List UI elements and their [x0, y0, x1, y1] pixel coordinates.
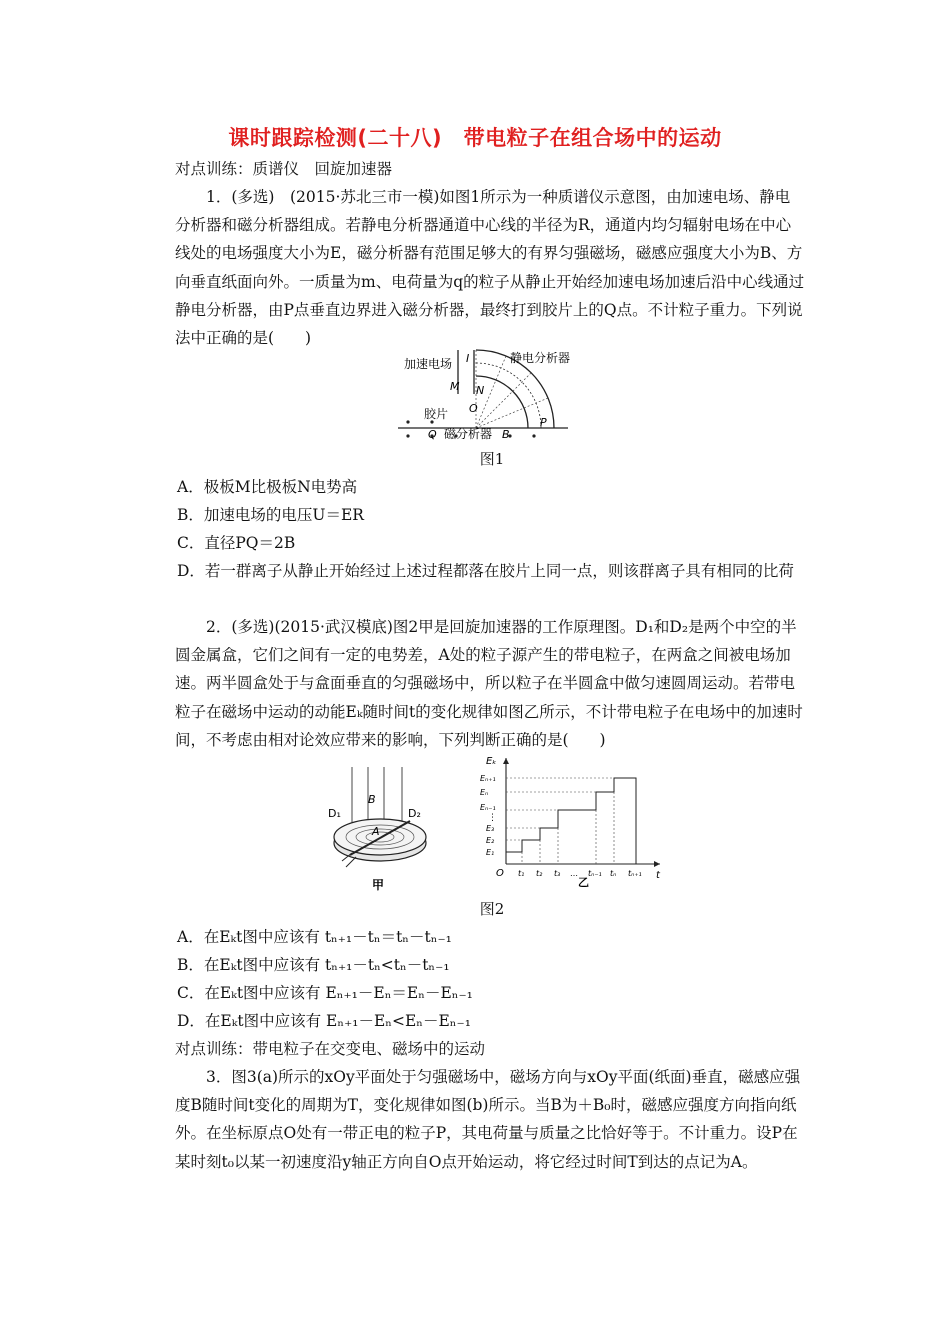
label-q: Q — [428, 428, 437, 441]
label-n: N — [476, 384, 485, 397]
y-tick-en1: Eₙ₊₁ — [480, 774, 496, 783]
label-i: I — [466, 352, 470, 365]
section-heading-2: 对点训练：带电粒子在交变电、磁场中的运动 — [175, 1040, 486, 1058]
question-3-text: 3．图3(a)所示的xOy平面处于匀强磁场中，磁场方向与xOy平面(纸面)垂直，磁感应强度B随时间t变化的周期为T，变化规律如图(b)所示。当B为＋B₀时，磁感应强度方向指向纸外。在坐标原点O处有一带正电的粒子P，其电荷量与质量之比恰好等于。不计重力。设P在某时刻t₀以某一初速度沿y轴正方向自O点开始运动，将它经过时间T到达的点记为A。 — [175, 1068, 801, 1171]
ek-step-curve — [506, 778, 636, 864]
label-magnetic-analyzer: 磁分析器 — [444, 427, 493, 441]
label-b: B — [502, 428, 510, 441]
q1-option-b: B．加速电场的电压U＝ER — [177, 506, 364, 524]
q1-option-d: D．若一群离子从静止开始经过上述过程都落在胶片上同一点，则该群离子具有相同的比荷 — [177, 562, 794, 580]
label-d2: D₂ — [408, 807, 421, 820]
label-p: P — [540, 416, 547, 429]
label-film: 胶片 — [424, 407, 449, 421]
x-tick-tn-1: tₙ₋₁ — [588, 869, 602, 878]
q1-option-c: C．直径PQ＝2B — [177, 534, 296, 552]
label-accel-field: 加速电场 — [404, 357, 453, 371]
label-jia: 甲 — [372, 878, 385, 892]
label-o: O — [469, 402, 478, 415]
label-a-source: A — [372, 825, 380, 838]
y-tick-e3: E₃ — [486, 824, 495, 833]
q1-option-a: A．极板M比极板N电势高 — [177, 478, 358, 496]
q2-option-c: C．在Eₖt图中应该有 Eₙ₊₁－Eₙ＝Eₙ－Eₙ₋₁ — [177, 984, 473, 1002]
figure-2b-ek-t-graph — [478, 752, 668, 887]
figure-1-mass-spectrometer — [398, 346, 593, 441]
q2-option-b: B．在Eₖt图中应该有 tₙ₊₁－tₙ<tₙ－tₙ₋₁ — [177, 956, 450, 974]
label-b-field: B — [368, 793, 376, 806]
x-tick-t3: t₃ — [554, 869, 561, 878]
question-2-text: 2．(多选)(2015·武汉模底)图2甲是回旋加速器的工作原理图。D₁和D₂是两个中空的半圆金属盒，它们之间有一定的电势差，A处的粒子源产生的带电粒子，在两盒之间被电场加速。两半圆盒处于与盒面垂直的匀强磁场中，所以粒子在半圆盒中做匀速圆周运动。若带电粒子在磁场中运动的动能Eₖ随时间t的变化规律如图乙所示，不计带电粒子在电场中的加速时间，不考虑由相对论效应带来的影响，下列判断正确的是( ) — [175, 618, 803, 749]
y-tick-e1: E₁ — [486, 848, 495, 857]
label-m: M — [450, 380, 460, 393]
label-yi: 乙 — [578, 876, 589, 887]
page-title: 课时跟踪检测(二十八) 带电粒子在组合场中的运动 — [228, 126, 722, 150]
y-axis-label: Eₖ — [486, 756, 497, 767]
figure-1-caption: 图1 — [479, 450, 505, 468]
x-axis-label: t — [656, 870, 660, 881]
section-heading-1: 对点训练：质谱仪 回旋加速器 — [175, 160, 393, 178]
label-d1: D₁ — [328, 807, 341, 820]
x-tick-ellipsis: … — [570, 869, 578, 878]
origin-label: O — [496, 868, 504, 879]
x-tick-tn: tₙ — [610, 869, 617, 878]
y-tick-e2: E₂ — [486, 836, 495, 845]
y-tick-en: Eₙ — [480, 788, 489, 797]
x-tick-tn1: tₙ₊₁ — [628, 869, 642, 878]
x-tick-t2: t₂ — [536, 869, 543, 878]
y-tick-dots: ⋮ — [488, 813, 497, 823]
label-electrostatic-analyzer: 静电分析器 — [510, 351, 571, 365]
y-tick-en-1: Eₙ₋₁ — [480, 803, 496, 812]
x-tick-t1: t₁ — [518, 869, 525, 878]
figure-2a-cyclotron — [310, 765, 450, 893]
q2-option-d: D．在Eₖt图中应该有 Eₙ₊₁－Eₙ<Eₙ－Eₙ₋₁ — [177, 1012, 471, 1030]
question-1-text: 1．(多选) (2015·苏北三市一模)如图1所示为一种质谱仪示意图，由加速电场、静电分析器和磁分析器组成。若静电分析器通道中心线的半径为R，通道内均匀辐射电场在中心线处的电场强度大小为E，磁分析器有范围足够大的有界匀强磁场，磁感应强度大小为B、方向垂直纸面向外。一质量为m、电荷量为q的粒子从静止开始经加速电场加速后沿中心线通过静电分析器，由P点垂直边界进入磁分析器，最终打到胶片上的Q点。不计粒子重力。下列说法中正确的是( ) — [175, 188, 805, 348]
figure-2-caption: 图2 — [479, 900, 505, 918]
q2-option-a: A．在Eₖt图中应该有 tₙ₊₁－tₙ＝tₙ－tₙ₋₁ — [177, 928, 452, 946]
